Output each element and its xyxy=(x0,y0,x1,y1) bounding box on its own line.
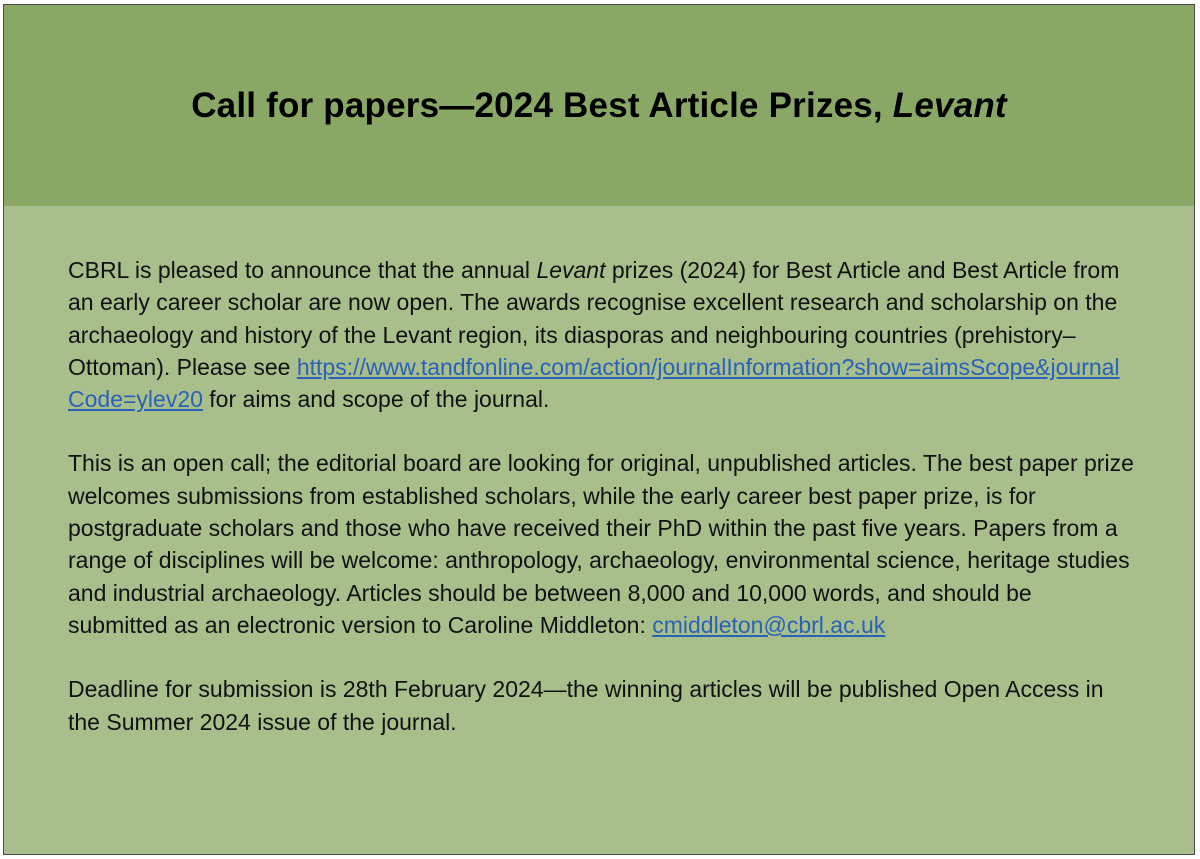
paragraph-intro xyxy=(68,254,1134,415)
paragraph-deadline xyxy=(68,673,1134,738)
title-journal-name: Levant xyxy=(892,85,1007,125)
announcement-body xyxy=(4,206,1194,738)
paragraph-open-call xyxy=(68,447,1134,641)
title-main: Call for papers—2024 Best Article Prizes, xyxy=(191,85,893,125)
page-title xyxy=(191,86,1007,126)
deadline-text: Deadline for submission is 28th February 2024—the winning articles will be published Open Access in the Summer 2024 issue of the journal. xyxy=(68,676,1104,735)
header-banner xyxy=(4,5,1194,206)
announcement-card xyxy=(3,4,1195,855)
aims-scope-link[interactable]: https://www.tandfonline.com/action/journalInformation?show=aimsScope&journalCode=ylev20 xyxy=(68,353,1120,413)
open-call-text: This is an open call; the editorial board are looking for original, unpublished articles. The best paper prize welcomes submissions from established scholars, while the early career best paper prize, is for postgraduate scholars and those who have received their PhD within the past five years. Papers from a range of disciplines will be welcome: anthropology, archaeology, environmental science, heritage studies and industrial archaeology. Articles should be between 8,000 and 10,000 words, and should be submitted as an electronic version to Caroline Middleton: xyxy=(68,450,1134,638)
email-link[interactable]: cmiddleton@cbrl.ac.uk xyxy=(652,611,886,638)
intro-journal-name: Levant xyxy=(536,257,606,283)
intro-text-1: CBRL is pleased to announce that the annual xyxy=(68,257,537,283)
intro-text-2: prizes (2024) for Best Article and Best Article from an early career scholar are now open. The awards recognise excellent research and scholarship on the archaeology and history of the Levant region, its diasporas and neighbouring countries (prehistory–Ottoman). Please see xyxy=(68,257,1120,380)
intro-text-3: for aims and scope of the journal. xyxy=(202,386,550,413)
